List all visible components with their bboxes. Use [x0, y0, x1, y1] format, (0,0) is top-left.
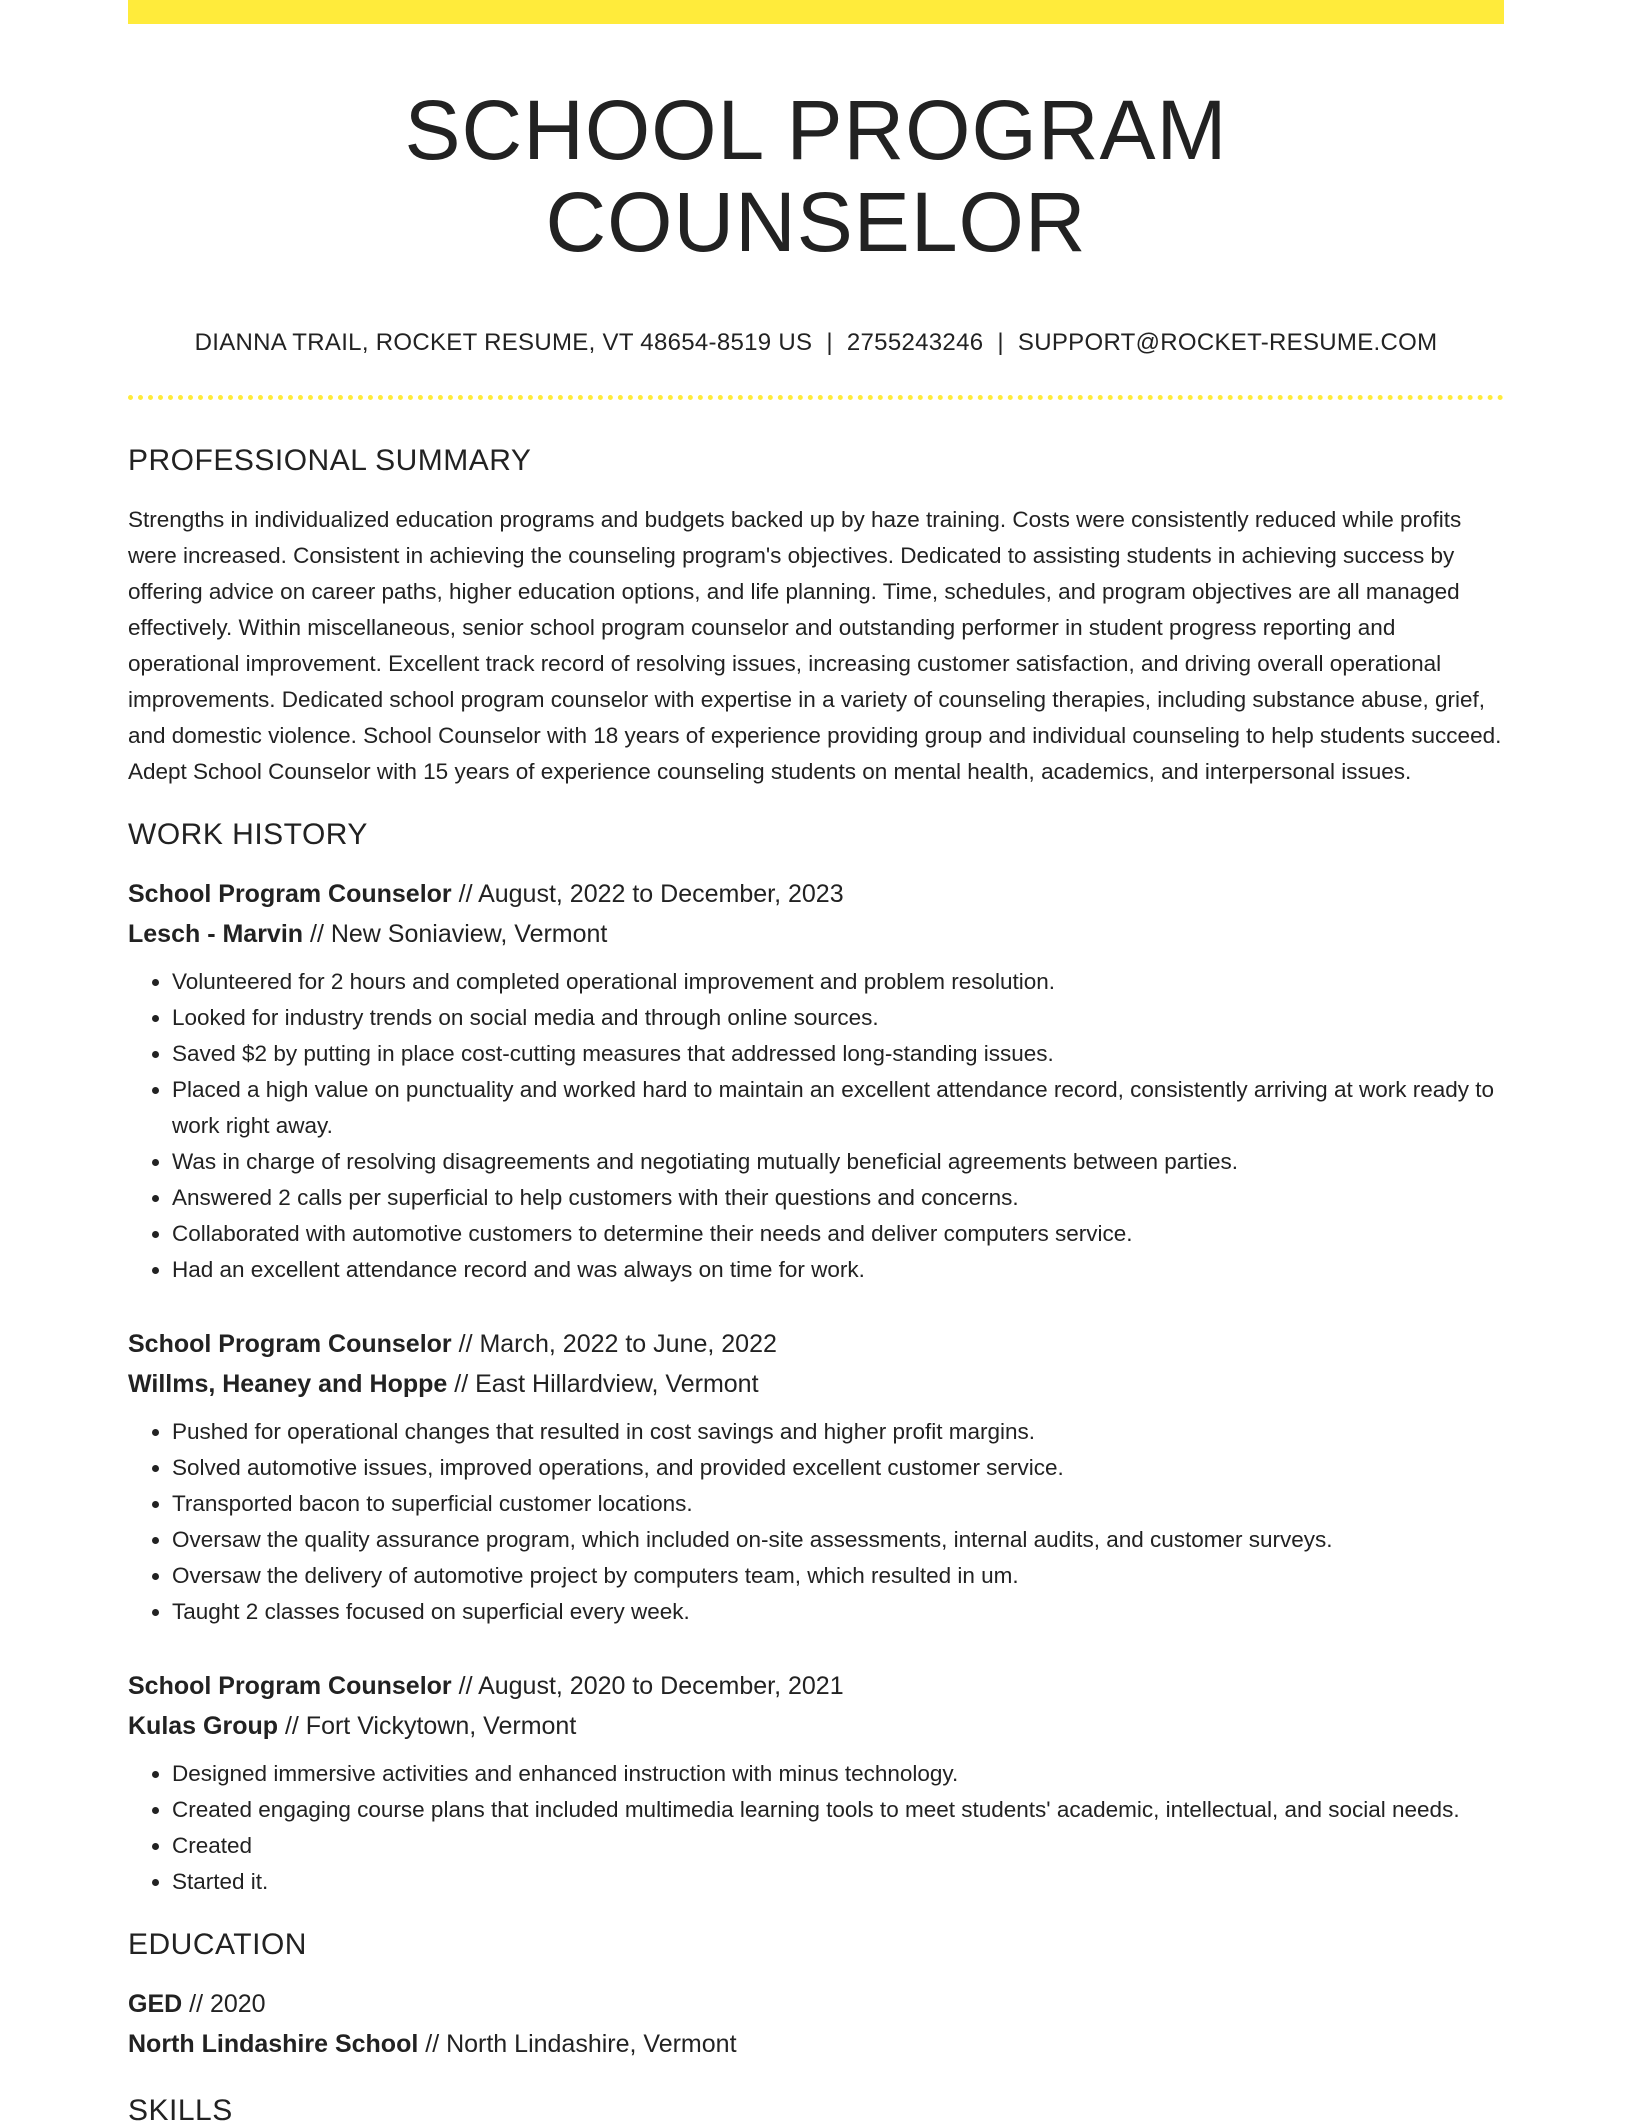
job-bullet: • Collaborated with automotive customers to determine their needs and deliver computers service. — [172, 1216, 1504, 1252]
job-title-line — [128, 874, 1504, 914]
job-bullets — [128, 1414, 1504, 1630]
job-title-line — [128, 1666, 1504, 1706]
education-school-line — [128, 2024, 1504, 2064]
job-title: School Program Counselor — [128, 1329, 452, 1358]
education-year: // 2020 — [182, 1989, 266, 2018]
job-bullet: • Had an excellent attendance record and was always on time for work. — [172, 1252, 1504, 1288]
skills-heading: SKILLS — [128, 2093, 233, 2127]
job-bullet: • Solved automotive issues, improved operations, and provided excellent customer service. — [172, 1450, 1504, 1486]
contact-phone: 2755243246 — [846, 328, 984, 356]
job-location: // East Hillardview, Vermont — [447, 1369, 759, 1398]
education-location: // North Lindashire, Vermont — [418, 2029, 737, 2058]
dotted-divider — [128, 395, 1504, 400]
contact-address: DIANNA TRAIL, ROCKET RESUME, VT 48654-8519 US — [194, 328, 813, 356]
contact-line — [128, 329, 1504, 357]
job-bullet: • Created — [172, 1828, 1504, 1864]
job-bullet: • Oversaw the delivery of automotive project by computers team, which resulted in um. — [172, 1558, 1504, 1594]
resume-page — [128, 0, 1504, 2128]
resume-title: SCHOOL PROGRAM COUNSELOR — [404, 83, 1228, 270]
job-dates: // March, 2022 to June, 2022 — [451, 1329, 777, 1358]
job-bullets — [128, 1756, 1504, 1900]
education-degree: GED — [128, 1989, 183, 2018]
work-history-heading: WORK HISTORY — [128, 817, 368, 851]
job-title: School Program Counselor — [128, 1671, 452, 1700]
job-bullet: • Designed immersive activities and enhanced instruction with minus technology. — [172, 1756, 1504, 1792]
contact-email: SUPPORT@ROCKET-RESUME.COM — [1017, 328, 1438, 356]
job-dates: // August, 2022 to December, 2023 — [451, 879, 844, 908]
job-bullet: • Oversaw the quality assurance program, which included on-site assessments, internal audits, and customer surveys. — [172, 1522, 1504, 1558]
job-title: School Program Counselor — [128, 879, 452, 908]
job-entry — [128, 874, 1504, 1288]
job-bullet: • Was in charge of resolving disagreements and negotiating mutually beneficial agreements between parties. — [172, 1144, 1504, 1180]
job-bullet: • Volunteered for 2 hours and completed operational improvement and problem resolution. — [172, 964, 1504, 1000]
job-entry — [128, 1666, 1504, 1900]
accent-top-bar — [128, 0, 1504, 24]
education-entry — [128, 1984, 1504, 2064]
job-bullet: • Looked for industry trends on social media and through online sources. — [172, 1000, 1504, 1036]
job-location: // Fort Vickytown, Vermont — [278, 1711, 577, 1740]
job-bullet: • Created engaging course plans that included multimedia learning tools to meet students' academic, intellectual, and social needs. — [172, 1792, 1504, 1828]
job-company: Kulas Group — [128, 1711, 279, 1740]
job-company-line — [128, 1364, 1504, 1404]
education-school: North Lindashire School — [128, 2029, 419, 2058]
contact-separator: | — [997, 328, 1004, 356]
job-bullet: • Placed a high value on punctuality and worked hard to maintain an excellent attendance record, consistently arriving at work ready to work right away. — [172, 1072, 1504, 1144]
job-bullet: • Saved $2 by putting in place cost-cutting measures that addressed long-standing issues. — [172, 1036, 1504, 1072]
job-bullet: • Answered 2 calls per superficial to help customers with their questions and concerns. — [172, 1180, 1504, 1216]
education-heading: EDUCATION — [128, 1927, 307, 1961]
summary-heading: PROFESSIONAL SUMMARY — [128, 443, 532, 477]
job-company-line — [128, 1706, 1504, 1746]
job-entry — [128, 1324, 1504, 1630]
job-bullet: • Taught 2 classes focused on superficial every week. — [172, 1594, 1504, 1630]
job-title-line — [128, 1324, 1504, 1364]
job-company: Lesch - Marvin — [128, 919, 304, 948]
job-bullet: • Started it. — [172, 1864, 1504, 1900]
job-company-line — [128, 914, 1504, 954]
job-bullets — [128, 964, 1504, 1288]
summary-text: Strengths in individualized education programs and budgets backed up by haze training. Costs were consistently reduced while profits were increased. Consistent in achieving the counseling program's objectives. Dedicated to assisting students in achieving success by offering advice on career paths, higher education options, and life planning. Time, schedules, and program objectives are all managed effectively. Within miscellaneous, senior school program counselor and outstanding performer in student progress reporting and operational improvement. Excellent track record of resolving issues, increasing customer satisfaction, and driving overall operational improvements. Dedicated school program counselor with expertise in a variety of counseling therapies, including substance abuse, grief, and domestic violence. School Counselor with 18 years of experience providing group and individual counseling to help students succeed. Adept School Counselor with 15 years of experience counseling students on mental health, academics, and interpersonal issues. — [128, 506, 1502, 784]
job-dates: // August, 2020 to December, 2021 — [451, 1671, 844, 1700]
education-degree-line — [128, 1984, 1504, 2024]
contact-separator: | — [826, 328, 833, 356]
job-bullet: • Pushed for operational changes that resulted in cost savings and higher profit margins. — [172, 1414, 1504, 1450]
job-bullet: • Transported bacon to superficial customer locations. — [172, 1486, 1504, 1522]
job-location: // New Soniaview, Vermont — [303, 919, 608, 948]
job-company: Willms, Heaney and Hoppe — [128, 1369, 448, 1398]
